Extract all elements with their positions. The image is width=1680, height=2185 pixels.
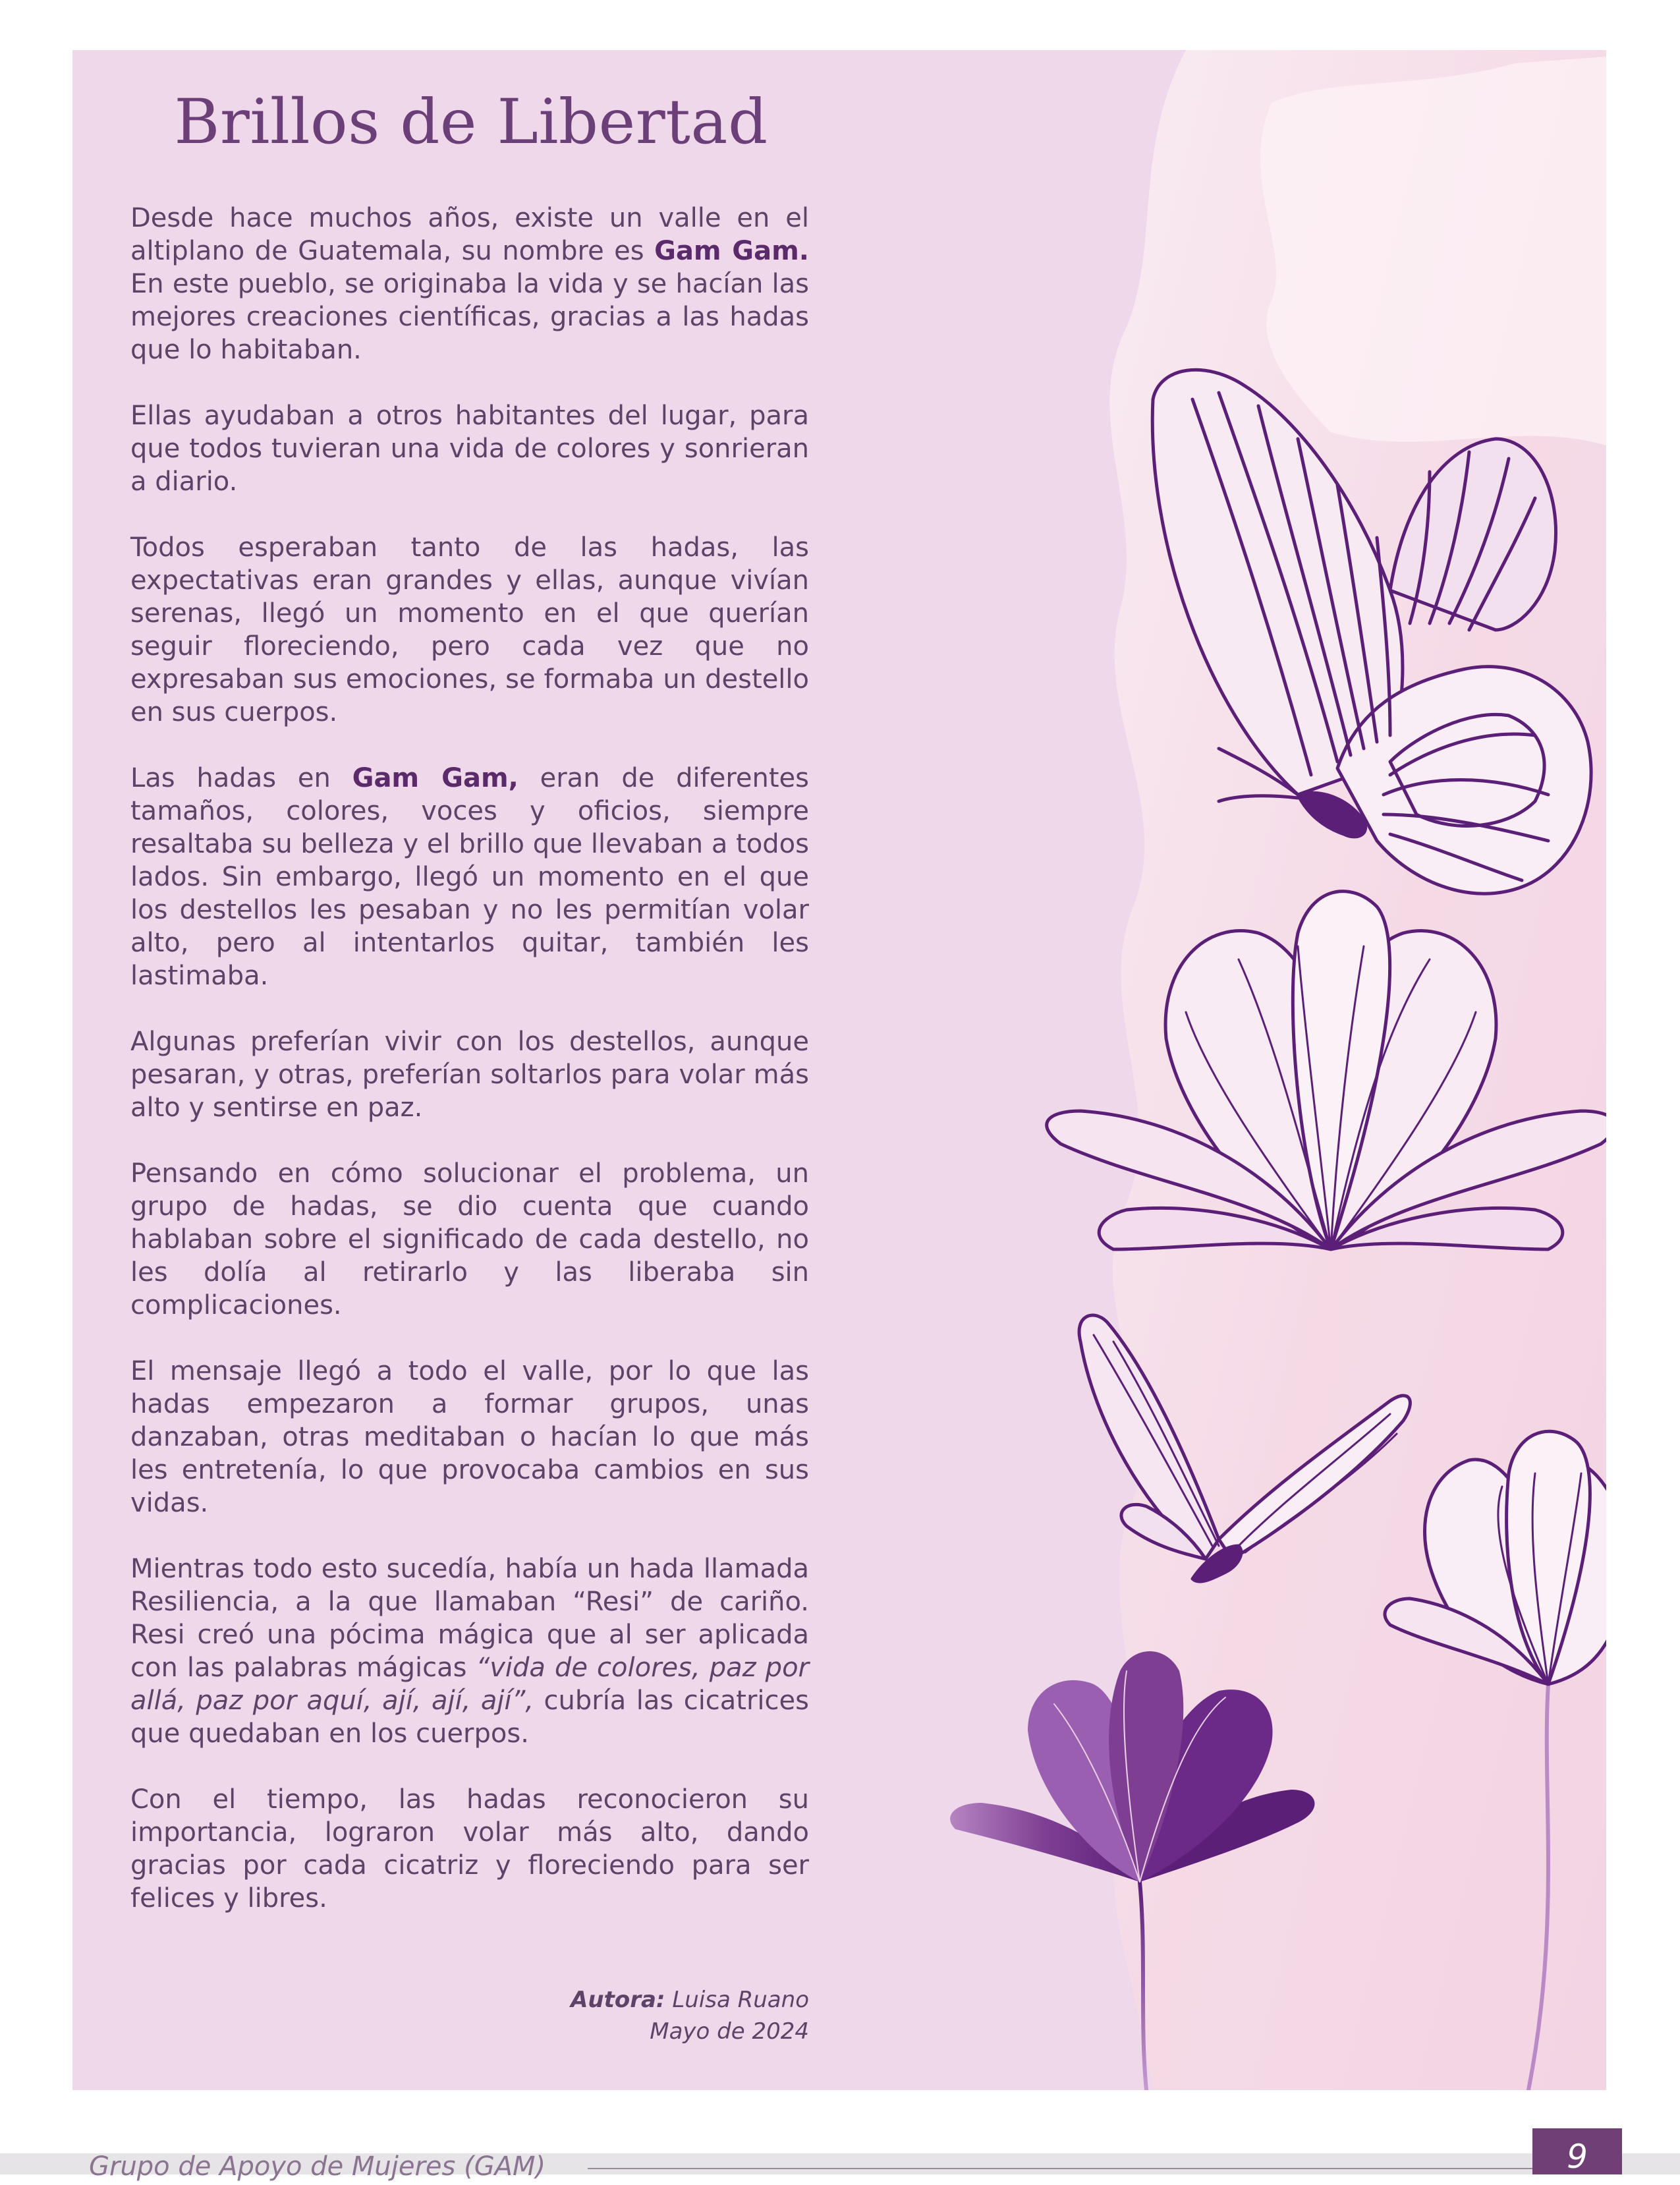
story-title: Brillos de Libertad [174,86,768,158]
illustration [929,340,1606,2090]
paragraph-2: Ellas ayudaban a otros habitantes del lugar, para que todos tuvieran una vida de colores y sonrieran a diario. [130,401,809,497]
signature [130,1984,809,2047]
paragraph-6: Pensando en cómo solucionar el problema, un grupo de hadas, se dio cuenta que cuando hablaban sobre el significado de cada destello, no les dolía al retirarlo y las liberaba sin complicaciones. [130,1158,809,1320]
bold-place-name: Gam Gam, [352,763,518,793]
bold-place-name: Gam Gam. [654,236,810,266]
footer-organization: Grupo de Apoyo de Mujeres (GAM) [89,2151,546,2182]
flower-right-icon [1385,1431,1606,2090]
page-number: 9 [1532,2128,1622,2174]
date-line: Mayo de 2024 [650,2018,809,2045]
butterfly-large-icon [1152,370,1591,894]
footer-divider [588,2168,1536,2169]
paragraph-4: Las hadas en Gam Gam, eran de diferentes tamaños, colores, voces y oficios, siempre resaltaba su belleza y el brillo que llevaban a todos lados. Sin embargo, llegó un momento en el que los destellos les pesaban y no les permitían volar alto, pero al intentarlos quitar, también les lastimaba. [130,763,809,991]
story-panel [72,50,1606,2090]
magic-words: “vida de colores, paz por allá, paz por aquí, ají, ají, ají”, [130,1653,809,1716]
paragraph-5: Algunas preferían vivir con los destellos, aunque pesaran, y otras, preferían soltarlos para volar más alto y sentirse en paz. [130,1027,809,1123]
paragraph-1: Desde hace muchos años, existe un valle en el altiplano de Guatemala, su nombre es Gam Gam. En este pueblo, se originaba la vida y se hacían las mejores creaciones científicas, gracias a las hadas que lo habitaban. [130,203,810,365]
paragraph-9: Con el tiempo, las hadas reconocieron su importancia, lograron volar más alto, dando gracias por cada cicatriz y floreciendo para ser felices y libres. [130,1784,809,1914]
story-body [130,202,809,1948]
paragraph-3: Todos esperaban tanto de las hadas, las expectativas eran grandes y ellas, aunque vivían serenas, llegó un momento en el que querían seguir floreciendo, pero cada vez que no expresaban sus emociones, se formaba un destello en sus cuerpos. [130,532,809,727]
paragraph-8: Mientras todo esto sucedía, había un hada llamada Resiliencia, a la que llamaban “Resi” de cariño. Resi creó una pócima mágica que al ser aplicada con las palabras mágicas “vida de colores, paz por allá, paz por aquí, ají, ají, ají”, cubría las cicatrices que quedaban en los cuerpos. [130,1554,809,1749]
author-line: Autora: Luisa Ruano [571,1987,809,2013]
paragraph-7: El mensaje llegó a todo el valle, por lo que las hadas empezaron a formar grupos, unas danzaban, otras meditaban o hacían lo que más les entretenía, lo que provocaba cambios en sus vidas. [130,1356,809,1518]
butterfly-small-icon [1079,1315,1410,1581]
flower-filled-icon [950,1651,1314,2090]
